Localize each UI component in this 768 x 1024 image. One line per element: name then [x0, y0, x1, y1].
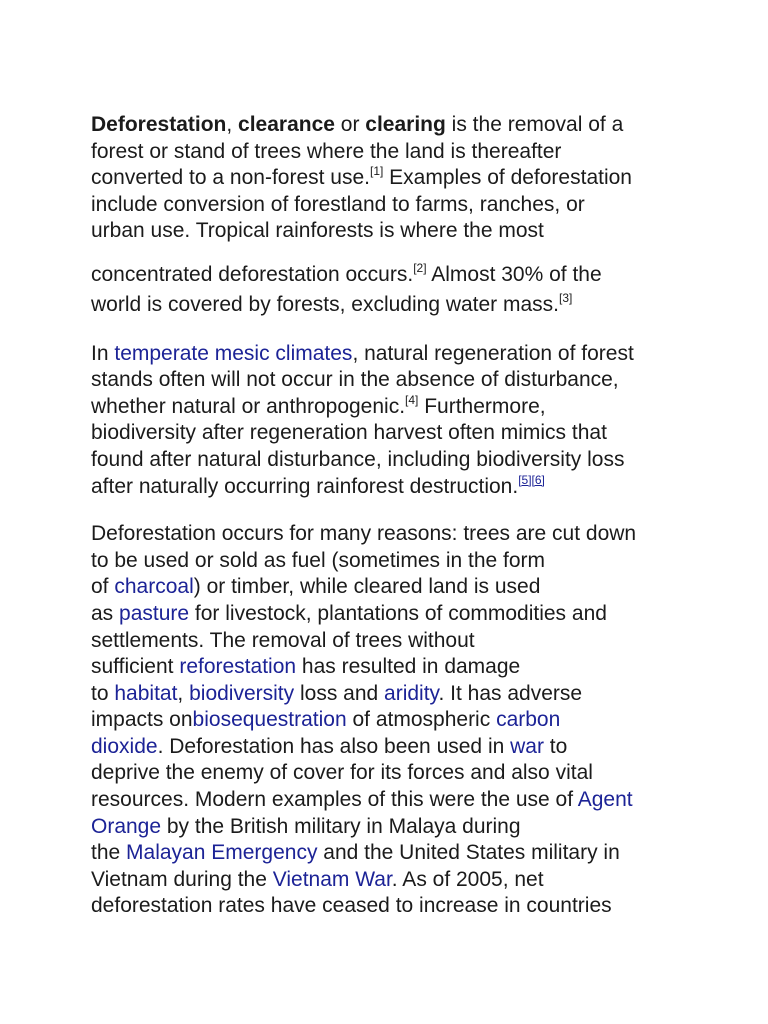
text-run: found after natural disturbance, including biodiversity loss	[91, 447, 625, 471]
text-line	[91, 139, 691, 166]
text-line	[91, 341, 691, 368]
inline-link[interactable]: Malayan Emergency	[126, 841, 318, 865]
text-run: forest or stand of trees where the land is thereafter	[91, 139, 562, 163]
paragraph-gap	[91, 320, 691, 341]
inline-link[interactable]: aridity	[384, 681, 439, 705]
citation-ref[interactable]: [4]	[405, 392, 419, 407]
citation-ref-link[interactable]: [5][6]	[518, 472, 545, 487]
text-run: has resulted in damage	[296, 655, 521, 679]
text-line	[91, 760, 691, 787]
text-line	[91, 787, 691, 814]
text-line	[91, 654, 691, 681]
text-run: settlements. The removal of trees without	[91, 628, 475, 652]
text-run: impacts on	[91, 708, 193, 732]
text-run: whether natural or anthropogenic.	[91, 394, 406, 418]
text-run: Deforestation occurs for many reasons: trees are cut down	[91, 522, 637, 546]
text-line	[91, 840, 691, 867]
text-run: concentrated deforestation occurs.	[91, 262, 414, 286]
text-run: by the British military in Malaya during	[161, 814, 521, 838]
text-line	[91, 814, 691, 841]
text-run: resources. Modern examples of this were the use of	[91, 788, 578, 812]
citation-ref[interactable]: [3]	[559, 290, 573, 305]
text-line	[91, 734, 691, 761]
text-line	[91, 707, 691, 734]
text-run: In	[91, 341, 115, 365]
text-run: to be used or sold as fuel (sometimes in the form	[91, 548, 546, 572]
inline-link[interactable]: habitat	[114, 681, 178, 705]
text-run: ,	[226, 113, 239, 136]
paragraph	[91, 112, 691, 320]
text-run: the	[91, 841, 127, 865]
text-run: after naturally occurring rainforest destruction.	[91, 474, 519, 498]
inline-link[interactable]: temperate mesic climates	[114, 341, 353, 365]
text-run: deforestation rates have ceased to increase in countries	[91, 894, 612, 918]
text-run: . Deforestation has also been used in	[157, 734, 511, 758]
text-line	[91, 521, 691, 548]
text-run: Almost 30% of the	[426, 262, 602, 286]
text-run: biodiversity after regeneration harvest often mimics that	[91, 421, 607, 445]
text-run: and the United States military in	[317, 841, 620, 865]
text-run: urban use. Tropical rainforests is where the most	[91, 219, 544, 243]
inline-link[interactable]: biosequestration	[192, 708, 347, 732]
text-run: for livestock, plantations of commodities and	[189, 601, 607, 625]
text-run: of atmospheric	[346, 708, 497, 732]
inline-link[interactable]: reforestation	[179, 655, 297, 679]
paragraph	[91, 521, 691, 920]
inline-link[interactable]: war	[510, 734, 544, 758]
citation-ref[interactable]: [1]	[370, 164, 384, 179]
inline-link[interactable]: charcoal	[114, 575, 194, 599]
inline-link[interactable]: Vietnam War	[272, 867, 392, 891]
text-run: deprive the enemy of cover for its forces and also vital	[91, 761, 593, 785]
bold-term: Deforestation	[91, 113, 227, 136]
text-run: . As of 2005, net	[391, 867, 544, 891]
text-run: sufficient	[91, 655, 180, 679]
text-run: include conversion of forestland to farms, ranches, or	[91, 192, 585, 216]
text-line	[91, 394, 691, 421]
text-run: ) or timber, while cleared land is used	[193, 575, 541, 599]
text-line	[91, 548, 691, 575]
text-line	[91, 574, 691, 601]
text-run: as	[91, 601, 120, 625]
text-line	[91, 289, 691, 320]
text-run: Examples of deforestation	[383, 166, 632, 190]
text-run: Vietnam during the	[91, 867, 273, 891]
text-line	[91, 447, 691, 474]
inline-link[interactable]: Agent	[577, 788, 633, 812]
bold-term: clearing	[365, 113, 446, 136]
bold-term: clearance	[238, 113, 335, 136]
text-run: world is covered by forests, excluding water mass.	[91, 292, 560, 316]
text-line	[91, 893, 691, 920]
inline-link[interactable]: Orange	[91, 814, 162, 838]
text-line	[91, 420, 691, 447]
text-run: , natural regeneration of forest	[352, 341, 634, 365]
text-run: to	[543, 734, 568, 758]
paragraph-gap	[91, 500, 691, 521]
text-line	[91, 474, 691, 501]
inline-link[interactable]: dioxide	[91, 734, 158, 758]
article-body	[91, 112, 691, 920]
text-run: is the removal of a	[445, 113, 624, 136]
inline-link[interactable]: biodiversity	[189, 681, 295, 705]
text-run: . It has adverse	[438, 681, 583, 705]
text-run: ,	[177, 681, 190, 705]
text-line	[91, 367, 691, 394]
text-line	[91, 165, 691, 192]
text-line	[91, 112, 691, 139]
text-line	[91, 192, 691, 219]
text-line	[91, 867, 691, 894]
text-run: Furthermore,	[418, 394, 546, 418]
citation-ref[interactable]: [2]	[413, 260, 427, 275]
paragraph	[91, 341, 691, 501]
text-run: stands often will not occur in the absence of disturbance,	[91, 368, 619, 392]
text-run: or	[334, 113, 366, 136]
text-run: converted to a non-forest use.	[91, 166, 370, 190]
line-gap	[91, 245, 691, 262]
text-run: loss and	[294, 681, 385, 705]
text-line	[91, 628, 691, 655]
inline-link[interactable]: carbon	[496, 708, 561, 732]
text-run: of	[91, 575, 115, 599]
text-line	[91, 262, 691, 289]
text-run: to	[91, 681, 115, 705]
inline-link[interactable]: pasture	[119, 601, 190, 625]
text-line	[91, 601, 691, 628]
text-line	[91, 218, 691, 245]
text-line	[91, 681, 691, 708]
